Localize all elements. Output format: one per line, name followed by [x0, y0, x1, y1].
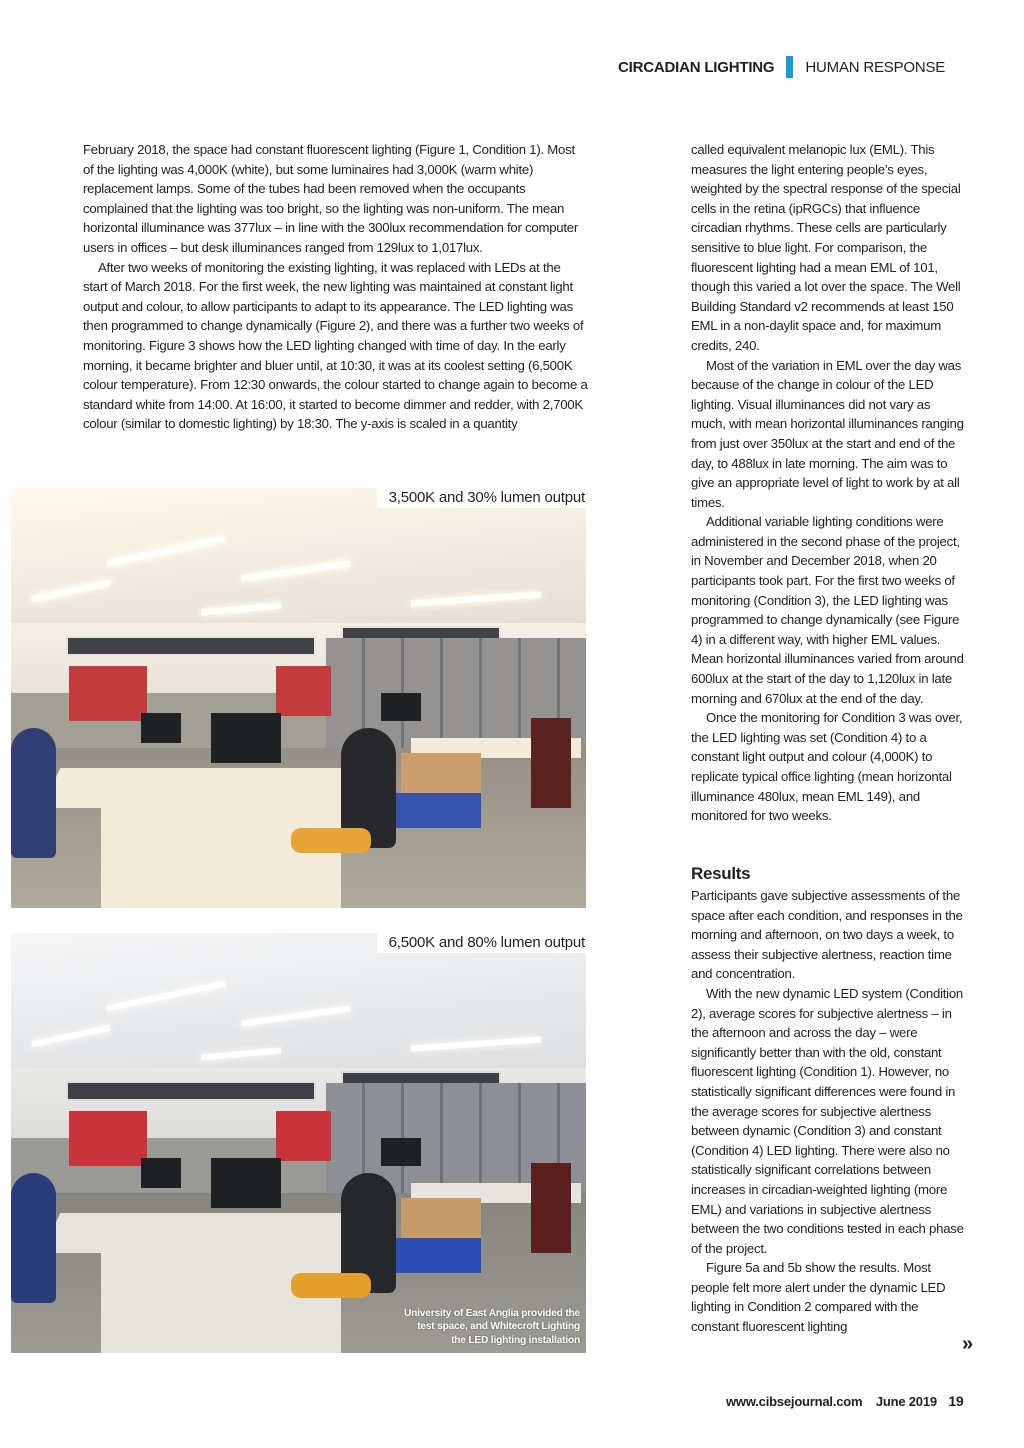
office-photo-6500k: [11, 933, 586, 1353]
paragraph: February 2018, the space had constant fluorescent lighting (Figure 1, Condition 1). Most of the lighting was 4,000K (white), but some luminaires had 3,000K (warm white) replacement lamps. Some of the tubes had been removed when the occupants complained that the lighting was too bright, so the lighting was non-uniform. The mean horizontal illuminance was 377lux – in line with the 300lux recommendation for computer users in offices – but desk illuminances ranged from 129lux to 1,017lux.: [83, 142, 579, 255]
footer-url: www.cibsejournal.com: [726, 1394, 863, 1409]
paragraph: Additional variable lighting conditions were administered in the second phase of the project, in November and December 2018, when 20 participants took part. For the first two weeks of monitoring (Condition 3), the LED lighting was programmed to change dynamically (see Figure 4) in a different way, with higher EML values. Mean horizontal illuminances varied from around 600lux at the start of the day to 1,120lux in late morning and 670lux at the end of the day.: [691, 514, 964, 706]
paragraph: called equivalent melanopic lux (EML). This measures the light entering people’s eyes, weighted by the spectral response of the special cells in the retina (ipRGCs) that influence circadian rhythms. These cells are particularly sensitive to blue light. For comparison, the fluorescent lighting had a mean EML of 101, though this varied a lot over the space. The Well Building Standard v2 recommends at least 150 EML in a non-daylit space and, for maximum credits, 240.: [691, 142, 961, 353]
results-text: [691, 886, 967, 1337]
running-header: [618, 56, 945, 78]
footer-date: June 2019: [875, 1394, 937, 1409]
results-heading: Results: [691, 864, 751, 883]
page-footer: [726, 1393, 964, 1409]
subsection-title: HUMAN RESPONSE: [805, 58, 946, 76]
section-title: CIRCADIAN LIGHTING: [618, 58, 775, 76]
header-divider: [786, 56, 793, 78]
left-column-text: [83, 140, 588, 434]
continue-arrow-icon: »: [962, 1333, 974, 1355]
paragraph: With the new dynamic LED system (Condition 2), average scores for subjective alertness – in the afternoon and across the day – were significantly better than with the old, constant fluorescent lighting (Condition 1). However, no statistically significant differences were found in the average scores for subjective alertness between dynamic (Condition 3) and constant (Condition 4) LED lighting. There were also no statistically significant correlations between increases in circadian-weighted lighting (more EML) and variations in subjective alertness between the two conditions tested in each phase of the project.: [691, 985, 964, 1256]
paragraph: Figure 5a and 5b show the results. Most people felt more alert under the dynamic LED lighting in Condition 2 compared with the constant fluorescent lighting: [691, 1260, 946, 1335]
paragraph: Most of the variation in EML over the day was because of the change in colour of the LED lighting. Visual illuminances did not vary as much, with mean horizontal illuminances ranging from just over 350lux at the start and end of the day, to 488lux in late morning. The aim was to give an appropriate level of light to work by at all times.: [691, 357, 964, 510]
office-photo-3500k: [11, 488, 586, 908]
page-number: 19: [948, 1393, 964, 1409]
photo-label: 3,500K and 30% lumen output: [377, 488, 586, 508]
paragraph: Participants gave subjective assessments of the space after each condition, and responses in the morning and afternoon, on two days a week, to assess their subjective alertness, reaction time and concentration.: [691, 888, 963, 982]
right-column-text: [691, 140, 967, 826]
paragraph: Once the monitoring for Condition 3 was over, the LED lighting was set (Condition 4) to a constant light output and colour (4,000K) to replicate typical office lighting (mean horizontal illuminance 480lux, mean EML 149), and monitored for two weeks.: [691, 710, 963, 824]
photo-credit: University of East Anglia provided the test space, and Whitecroft Lighting the LED lighting installation: [404, 1307, 580, 1346]
photo-label: 6,500K and 80% lumen output: [377, 933, 586, 953]
paragraph: After two weeks of monitoring the existing lighting, it was replaced with LEDs at the start of March 2018. For the first week, the new lighting was maintained at constant light output and colour, to allow participants to adapt to its appearance. The LED lighting was then programmed to change dynamically (Figure 2), and there was a further two weeks of monitoring. Figure 3 shows how the LED lighting changed with time of day. In the early morning, it became brighter and bluer until, at 10:30, it was at its coolest setting (6,500K colour temperature). From 12:30 onwards, the colour started to change again to become a standard white from 14:00. At 16:00, it started to become dimmer and redder, with 2,700K colour (similar to domestic lighting) by 18:30. The y-axis is scaled in a quantity: [83, 259, 588, 432]
